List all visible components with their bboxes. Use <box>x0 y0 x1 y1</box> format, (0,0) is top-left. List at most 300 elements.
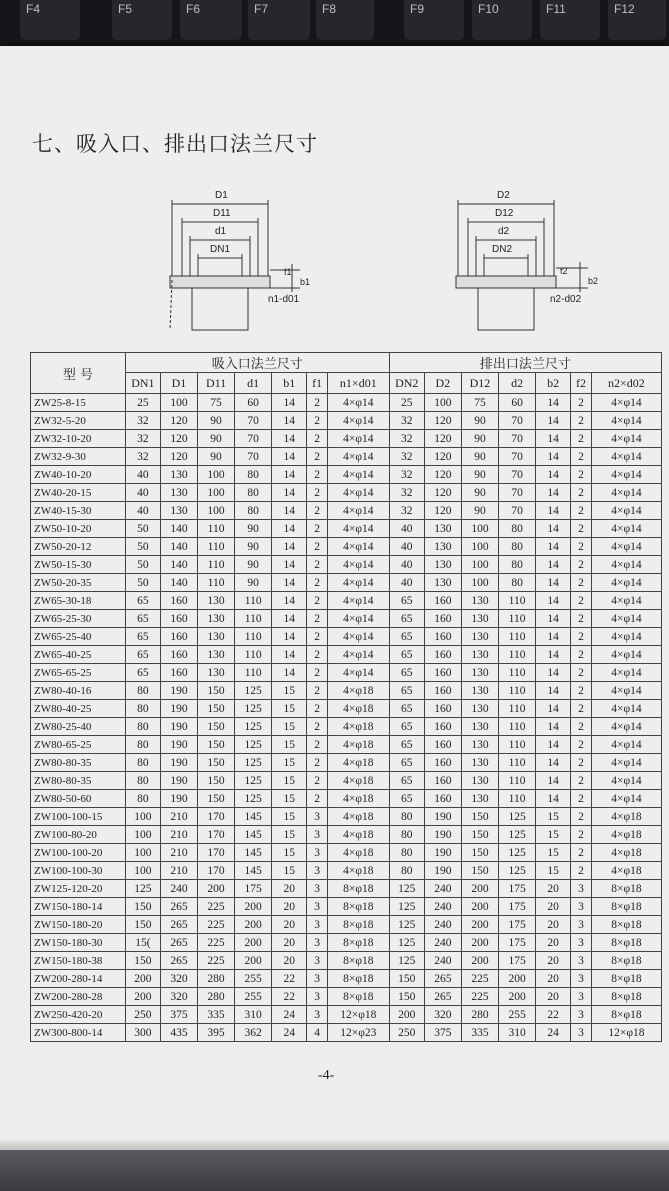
value-cell: 20 <box>272 880 307 898</box>
value-cell: 110 <box>235 592 272 610</box>
value-cell: 160 <box>160 628 197 646</box>
value-cell: 15( <box>125 934 160 952</box>
value-cell: 190 <box>160 736 197 754</box>
value-cell: 175 <box>499 952 536 970</box>
value-cell: 90 <box>461 466 498 484</box>
value-cell: 100 <box>125 862 160 880</box>
key-f10 <box>472 0 532 40</box>
value-cell: 3 <box>571 880 592 898</box>
inlet-column-header: n1×d01 <box>327 373 389 394</box>
value-cell: 125 <box>235 772 272 790</box>
value-cell: 2 <box>571 574 592 592</box>
value-cell: 80 <box>389 862 424 880</box>
value-cell: 265 <box>160 934 197 952</box>
value-cell: 100 <box>125 826 160 844</box>
model-cell: ZW150-180-30 <box>31 934 126 952</box>
value-cell: 120 <box>424 448 461 466</box>
value-cell: 8×φ18 <box>591 952 661 970</box>
value-cell: 90 <box>198 448 235 466</box>
value-cell: 80 <box>125 790 160 808</box>
value-cell: 14 <box>536 610 571 628</box>
value-cell: 80 <box>125 754 160 772</box>
column-header-row <box>31 373 662 394</box>
value-cell: 14 <box>536 790 571 808</box>
model-cell: ZW32-9-30 <box>31 448 126 466</box>
value-cell: 130 <box>461 682 498 700</box>
value-cell: 100 <box>125 844 160 862</box>
value-cell: 65 <box>389 682 424 700</box>
value-cell: 265 <box>424 988 461 1006</box>
value-cell: 320 <box>160 970 197 988</box>
value-cell: 15 <box>536 862 571 880</box>
value-cell: 12×φ23 <box>327 1024 389 1042</box>
value-cell: 20 <box>536 898 571 916</box>
value-cell: 65 <box>389 790 424 808</box>
value-cell: 20 <box>536 988 571 1006</box>
value-cell: 14 <box>272 466 307 484</box>
value-cell: 15 <box>272 808 307 826</box>
value-cell: 32 <box>125 430 160 448</box>
key-f11 <box>540 0 600 40</box>
value-cell: 4 <box>307 1024 328 1042</box>
value-cell: 110 <box>198 574 235 592</box>
value-cell: 22 <box>536 1006 571 1024</box>
value-cell: 200 <box>125 988 160 1006</box>
model-cell: ZW32-10-20 <box>31 430 126 448</box>
value-cell: 2 <box>307 448 328 466</box>
value-cell: 190 <box>160 754 197 772</box>
value-cell: 240 <box>424 934 461 952</box>
value-cell: 150 <box>389 988 424 1006</box>
value-cell: 240 <box>424 952 461 970</box>
value-cell: 14 <box>536 700 571 718</box>
value-cell: 4×φ14 <box>591 646 661 664</box>
table-row <box>31 988 662 1006</box>
model-cell: ZW40-20-15 <box>31 484 126 502</box>
value-cell: 335 <box>461 1024 498 1042</box>
value-cell: 310 <box>235 1006 272 1024</box>
value-cell: 210 <box>160 826 197 844</box>
value-cell: 14 <box>536 412 571 430</box>
value-cell: 14 <box>536 520 571 538</box>
value-cell: 65 <box>125 646 160 664</box>
value-cell: 70 <box>499 448 536 466</box>
value-cell: 100 <box>424 394 461 412</box>
value-cell: 32 <box>389 502 424 520</box>
model-cell: ZW80-40-16 <box>31 682 126 700</box>
value-cell: 4×φ14 <box>327 430 389 448</box>
value-cell: 125 <box>235 754 272 772</box>
value-cell: 150 <box>125 952 160 970</box>
value-cell: 90 <box>461 448 498 466</box>
value-cell: 150 <box>461 826 498 844</box>
value-cell: 200 <box>389 1006 424 1024</box>
table-row <box>31 862 662 880</box>
value-cell: 140 <box>160 574 197 592</box>
value-cell: 150 <box>125 898 160 916</box>
value-cell: 150 <box>125 916 160 934</box>
model-header: 型 号 <box>31 353 126 394</box>
value-cell: 80 <box>389 826 424 844</box>
value-cell: 40 <box>389 538 424 556</box>
value-cell: 32 <box>389 484 424 502</box>
value-cell: 125 <box>235 790 272 808</box>
value-cell: 14 <box>272 430 307 448</box>
value-cell: 32 <box>389 466 424 484</box>
value-cell: 160 <box>424 592 461 610</box>
model-cell: ZW65-30-18 <box>31 592 126 610</box>
value-cell: 150 <box>198 754 235 772</box>
value-cell: 80 <box>235 502 272 520</box>
value-cell: 80 <box>499 574 536 592</box>
value-cell: 20 <box>536 916 571 934</box>
value-cell: 2 <box>307 736 328 754</box>
value-cell: 175 <box>499 934 536 952</box>
value-cell: 4×φ18 <box>327 718 389 736</box>
value-cell: 125 <box>389 916 424 934</box>
value-cell: 110 <box>499 682 536 700</box>
value-cell: 190 <box>160 700 197 718</box>
value-cell: 145 <box>235 808 272 826</box>
diagram-label-DN: DN1 <box>210 244 231 255</box>
value-cell: 125 <box>235 700 272 718</box>
table-row <box>31 682 662 700</box>
value-cell: 2 <box>307 394 328 412</box>
value-cell: 80 <box>499 538 536 556</box>
outlet-column-header: f2 <box>571 373 592 394</box>
table-row <box>31 952 662 970</box>
value-cell: 110 <box>499 718 536 736</box>
value-cell: 4×φ14 <box>591 502 661 520</box>
value-cell: 22 <box>272 988 307 1006</box>
value-cell: 160 <box>424 700 461 718</box>
value-cell: 160 <box>424 646 461 664</box>
key-f12 <box>608 0 666 40</box>
value-cell: 14 <box>536 448 571 466</box>
value-cell: 14 <box>536 556 571 574</box>
value-cell: 14 <box>272 628 307 646</box>
value-cell: 280 <box>198 988 235 1006</box>
value-cell: 50 <box>125 574 160 592</box>
value-cell: 14 <box>272 538 307 556</box>
value-cell: 140 <box>160 520 197 538</box>
value-cell: 3 <box>571 1024 592 1042</box>
outlet-column-header: DN2 <box>389 373 424 394</box>
value-cell: 3 <box>307 862 328 880</box>
value-cell: 2 <box>307 502 328 520</box>
value-cell: 90 <box>198 412 235 430</box>
value-cell: 3 <box>307 826 328 844</box>
value-cell: 3 <box>307 1006 328 1024</box>
model-cell: ZW80-40-25 <box>31 700 126 718</box>
value-cell: 2 <box>571 520 592 538</box>
value-cell: 2 <box>571 610 592 628</box>
value-cell: 250 <box>389 1024 424 1042</box>
value-cell: 50 <box>125 556 160 574</box>
table-row <box>31 754 662 772</box>
model-cell: ZW200-280-28 <box>31 988 126 1006</box>
value-cell: 150 <box>461 862 498 880</box>
table-row <box>31 736 662 754</box>
value-cell: 2 <box>571 754 592 772</box>
value-cell: 2 <box>571 772 592 790</box>
value-cell: 160 <box>424 772 461 790</box>
value-cell: 395 <box>198 1024 235 1042</box>
value-cell: 2 <box>571 592 592 610</box>
value-cell: 2 <box>307 556 328 574</box>
value-cell: 15 <box>272 718 307 736</box>
value-cell: 200 <box>235 916 272 934</box>
value-cell: 125 <box>125 880 160 898</box>
value-cell: 4×φ18 <box>327 844 389 862</box>
value-cell: 12×φ18 <box>327 1006 389 1024</box>
value-cell: 190 <box>160 772 197 790</box>
value-cell: 240 <box>424 898 461 916</box>
value-cell: 40 <box>389 556 424 574</box>
value-cell: 130 <box>424 520 461 538</box>
value-cell: 65 <box>389 736 424 754</box>
value-cell: 150 <box>461 844 498 862</box>
value-cell: 14 <box>272 394 307 412</box>
value-cell: 4×φ14 <box>591 610 661 628</box>
value-cell: 80 <box>389 844 424 862</box>
value-cell: 15 <box>272 700 307 718</box>
value-cell: 90 <box>235 574 272 592</box>
value-cell: 3 <box>571 952 592 970</box>
value-cell: 130 <box>461 718 498 736</box>
value-cell: 130 <box>461 736 498 754</box>
value-cell: 40 <box>125 484 160 502</box>
value-cell: 80 <box>499 556 536 574</box>
key-label: F6 <box>186 2 201 16</box>
value-cell: 70 <box>235 412 272 430</box>
value-cell: 140 <box>160 538 197 556</box>
value-cell: 2 <box>571 412 592 430</box>
table-row <box>31 646 662 664</box>
table-row <box>31 880 662 898</box>
value-cell: 2 <box>307 610 328 628</box>
value-cell: 2 <box>307 718 328 736</box>
value-cell: 14 <box>272 520 307 538</box>
model-cell: ZW65-25-30 <box>31 610 126 628</box>
table-row <box>31 574 662 592</box>
model-cell: ZW150-180-14 <box>31 898 126 916</box>
table-row <box>31 592 662 610</box>
value-cell: 2 <box>307 700 328 718</box>
value-cell: 2 <box>307 772 328 790</box>
value-cell: 110 <box>499 700 536 718</box>
model-cell: ZW25-8-15 <box>31 394 126 412</box>
table-row <box>31 700 662 718</box>
value-cell: 150 <box>461 808 498 826</box>
value-cell: 15 <box>272 772 307 790</box>
value-cell: 3 <box>571 898 592 916</box>
value-cell: 170 <box>198 862 235 880</box>
value-cell: 225 <box>461 988 498 1006</box>
value-cell: 125 <box>235 682 272 700</box>
value-cell: 4×φ18 <box>327 862 389 880</box>
value-cell: 4×φ14 <box>591 574 661 592</box>
value-cell: 110 <box>499 646 536 664</box>
key-f4 <box>20 0 80 40</box>
value-cell: 100 <box>461 520 498 538</box>
key-label: F5 <box>118 2 133 16</box>
value-cell: 200 <box>198 880 235 898</box>
value-cell: 190 <box>424 862 461 880</box>
value-cell: 130 <box>461 772 498 790</box>
value-cell: 2 <box>571 394 592 412</box>
value-cell: 320 <box>160 988 197 1006</box>
value-cell: 4×φ18 <box>327 808 389 826</box>
value-cell: 175 <box>499 880 536 898</box>
key-label: F8 <box>322 2 337 16</box>
value-cell: 65 <box>125 592 160 610</box>
table-row <box>31 430 662 448</box>
value-cell: 14 <box>272 610 307 628</box>
value-cell: 14 <box>536 430 571 448</box>
value-cell: 2 <box>307 790 328 808</box>
value-cell: 160 <box>424 628 461 646</box>
table-row <box>31 970 662 988</box>
value-cell: 8×φ18 <box>591 880 661 898</box>
value-cell: 2 <box>571 682 592 700</box>
value-cell: 110 <box>235 628 272 646</box>
value-cell: 160 <box>424 790 461 808</box>
value-cell: 32 <box>125 412 160 430</box>
model-cell: ZW80-25-40 <box>31 718 126 736</box>
key-label: F11 <box>546 2 566 16</box>
value-cell: 65 <box>125 628 160 646</box>
value-cell: 90 <box>461 430 498 448</box>
table-row <box>31 448 662 466</box>
table-row <box>31 466 662 484</box>
value-cell: 60 <box>235 394 272 412</box>
key-label: F10 <box>478 2 499 16</box>
value-cell: 14 <box>536 502 571 520</box>
key-label: F4 <box>26 2 41 16</box>
diagram-label-D1x: D11 <box>213 208 231 219</box>
value-cell: 130 <box>461 610 498 628</box>
value-cell: 2 <box>571 646 592 664</box>
value-cell: 8×φ18 <box>327 934 389 952</box>
value-cell: 3 <box>571 934 592 952</box>
value-cell: 15 <box>536 808 571 826</box>
value-cell: 160 <box>160 664 197 682</box>
value-cell: 14 <box>536 484 571 502</box>
table-row <box>31 808 662 826</box>
value-cell: 2 <box>571 664 592 682</box>
value-cell: 14 <box>272 556 307 574</box>
value-cell: 190 <box>424 808 461 826</box>
value-cell: 15 <box>272 826 307 844</box>
value-cell: 362 <box>235 1024 272 1042</box>
value-cell: 15 <box>272 790 307 808</box>
value-cell: 100 <box>198 484 235 502</box>
value-cell: 65 <box>125 664 160 682</box>
value-cell: 130 <box>461 700 498 718</box>
value-cell: 4×φ14 <box>591 394 661 412</box>
value-cell: 335 <box>198 1006 235 1024</box>
value-cell: 15 <box>272 736 307 754</box>
value-cell: 160 <box>424 736 461 754</box>
key-f5 <box>112 0 172 40</box>
value-cell: 160 <box>160 646 197 664</box>
value-cell: 160 <box>424 610 461 628</box>
value-cell: 110 <box>499 736 536 754</box>
value-cell: 32 <box>389 430 424 448</box>
value-cell: 110 <box>499 628 536 646</box>
value-cell: 4×φ14 <box>327 646 389 664</box>
outlet-header: 排出口法兰尺寸 <box>389 353 661 373</box>
value-cell: 2 <box>571 790 592 808</box>
value-cell: 280 <box>461 1006 498 1024</box>
value-cell: 145 <box>235 862 272 880</box>
value-cell: 20 <box>272 934 307 952</box>
value-cell: 150 <box>198 700 235 718</box>
model-cell: ZW300-800-14 <box>31 1024 126 1042</box>
value-cell: 200 <box>499 988 536 1006</box>
value-cell: 120 <box>160 430 197 448</box>
value-cell: 100 <box>461 574 498 592</box>
value-cell: 2 <box>307 754 328 772</box>
value-cell: 40 <box>389 574 424 592</box>
value-cell: 120 <box>424 430 461 448</box>
inlet-column-header: b1 <box>272 373 307 394</box>
value-cell: 170 <box>198 826 235 844</box>
value-cell: 50 <box>125 538 160 556</box>
diagram-label-DN: DN2 <box>492 244 513 255</box>
value-cell: 2 <box>307 484 328 502</box>
table-row <box>31 484 662 502</box>
value-cell: 32 <box>125 448 160 466</box>
value-cell: 2 <box>571 718 592 736</box>
value-cell: 145 <box>235 826 272 844</box>
table-row <box>31 718 662 736</box>
value-cell: 150 <box>198 736 235 754</box>
value-cell: 4×φ14 <box>591 718 661 736</box>
value-cell: 14 <box>272 484 307 502</box>
value-cell: 4×φ14 <box>591 448 661 466</box>
model-cell: ZW32-5-20 <box>31 412 126 430</box>
value-cell: 130 <box>461 664 498 682</box>
value-cell: 145 <box>235 844 272 862</box>
value-cell: 100 <box>461 538 498 556</box>
value-cell: 110 <box>235 610 272 628</box>
value-cell: 175 <box>499 916 536 934</box>
value-cell: 125 <box>389 880 424 898</box>
value-cell: 4×φ14 <box>591 790 661 808</box>
value-cell: 8×φ18 <box>591 934 661 952</box>
value-cell: 125 <box>235 718 272 736</box>
value-cell: 130 <box>424 556 461 574</box>
value-cell: 32 <box>389 448 424 466</box>
value-cell: 8×φ18 <box>327 916 389 934</box>
value-cell: 100 <box>198 502 235 520</box>
value-cell: 120 <box>160 412 197 430</box>
value-cell: 24 <box>536 1024 571 1042</box>
diagram-label-n: n2-d02 <box>550 294 582 305</box>
value-cell: 4×φ18 <box>327 826 389 844</box>
value-cell: 4×φ14 <box>591 700 661 718</box>
value-cell: 80 <box>499 520 536 538</box>
diagram-label-D: D1 <box>215 190 228 201</box>
value-cell: 190 <box>160 682 197 700</box>
value-cell: 14 <box>272 664 307 682</box>
table-row <box>31 790 662 808</box>
value-cell: 3 <box>307 970 328 988</box>
value-cell: 22 <box>272 970 307 988</box>
desk-surface <box>0 1150 669 1191</box>
